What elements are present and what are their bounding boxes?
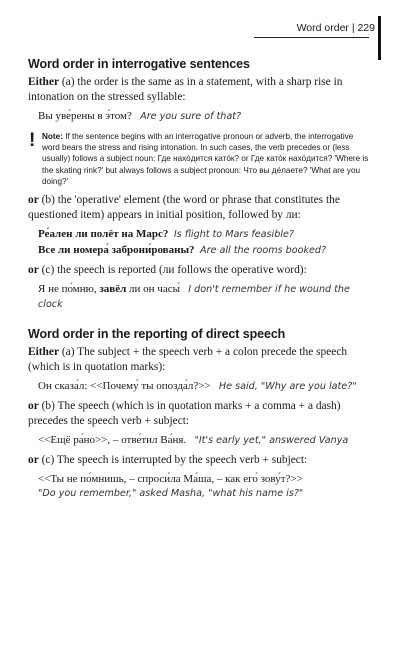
or-label: or <box>28 194 39 207</box>
english-translation: I don't remember if he wound the clock <box>38 283 350 311</box>
english-translation: Is flight to Mars feasible? <box>173 229 294 241</box>
or-label: or <box>28 263 39 276</box>
russian-text: Я не по́мню, <box>38 282 100 295</box>
example-line <box>38 243 373 259</box>
russian-text: <<Ещё ра́но>>, – отве́тил Ва́ня. <box>38 434 187 447</box>
section-heading-interrogative: Word order in interrogative sentences <box>28 57 250 71</box>
paragraph-text: (c) The speech is interrupted by the speech verb + subject: <box>38 454 308 466</box>
note-box <box>28 131 373 187</box>
english-translation: Are all the rooms booked? <box>200 245 327 257</box>
english-translation: He said, "Why are you late?" <box>218 381 357 393</box>
paragraph-either-a <box>28 345 373 375</box>
russian-text: <<Ты не по́мнишь, – спроси́ла Ма́ша, – как его́ зову́т?>> <box>38 473 303 486</box>
or-label: or <box>28 400 39 412</box>
page-content <box>28 57 373 505</box>
english-translation: "It's early yet," answered Vanya <box>194 435 349 447</box>
english-translation: Are you sure of that? <box>140 111 242 123</box>
example-1 <box>38 109 373 125</box>
paragraph-either-a <box>28 75 373 105</box>
example-5 <box>38 379 373 395</box>
header-rule <box>254 37 369 38</box>
english-translation: "Do you remember," asked Masha, "what his name is?" <box>38 487 304 499</box>
section-heading-direct-speech: Word order in the reporting of direct speech <box>28 327 286 341</box>
paragraph-text: (a) The subject + the speech verb + a colon precede the speech (which is in quotation marks): <box>28 346 348 374</box>
or-label: or <box>28 454 39 466</box>
russian-text: Все ли номера́ заброни́рованы? <box>38 244 195 257</box>
russian-text: Он сказа́л: <<Почему́ ты опозда́л?>> <box>38 380 211 393</box>
russian-text: ли он часы́ <box>126 282 180 295</box>
either-label: Either <box>28 76 60 88</box>
exclamation-icon: ! <box>29 130 36 151</box>
example-2 <box>38 227 373 258</box>
note-text: If the sentence begins with an interrogative pronoun or adverb, the interrogative word bears the stress and rising intonation. In such cases, the verb precedes or (less usually) follows a subject noun: Где нахо́дится като́к? or Где като́к нахо́дится? 'Where is the skating rink?' but always follows a subject pronoun: Что вы де́лаете? 'What are you doing?' <box>42 132 369 186</box>
header-bar <box>378 16 381 60</box>
example-4 <box>38 282 373 313</box>
paragraph-text: (a) the order is the same as in a statement, with a sharp rise in intonation on the stressed syllable: <box>28 76 343 104</box>
paragraph-or-b <box>28 399 373 429</box>
note-label: Note: <box>42 132 63 141</box>
example-7 <box>38 472 373 501</box>
example-6 <box>38 433 373 449</box>
running-head: Word order | 229 <box>296 22 375 34</box>
russian-text-bold: завёл <box>99 282 127 295</box>
paragraph-text: (b) the 'operative' element (the word or phrase that constitutes the questioned item) appears in initial position, followed by ли: <box>28 194 340 222</box>
example-line <box>38 227 373 243</box>
paragraph-or-c <box>28 263 373 278</box>
russian-text: Ре́ален ли полёт на Марс? <box>38 228 169 241</box>
paragraph-text: (c) the speech is reported (ли follows the operative word): <box>38 263 307 276</box>
paragraph-or-b <box>28 193 373 223</box>
paragraph-or-c <box>28 453 373 468</box>
either-label: Either <box>28 346 60 358</box>
paragraph-text: (b) The speech (which is in quotation marks + a comma + a dash) precedes the speech verb + subject: <box>28 400 341 428</box>
russian-text: Вы уве́рены в э́том? <box>38 110 132 123</box>
